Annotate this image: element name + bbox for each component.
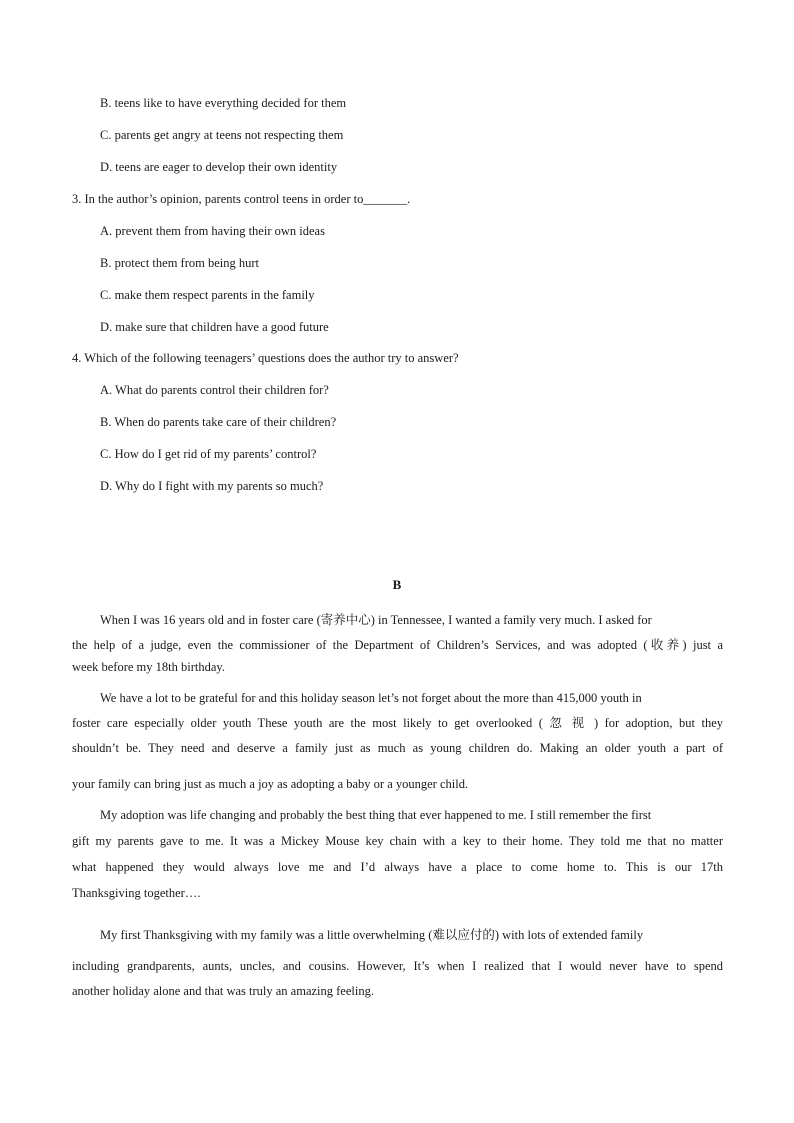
paragraph-1-line-2: the help of a judge, even the commissioner of the Department of Children’s Services, and was adopted (收养) just a [72,638,723,652]
passage-heading: B [392,577,402,592]
q2-option-c: C. parents get angry at teens not respecting them [100,128,344,142]
paragraph-3-line-4: Thanksgiving together…. [72,886,201,900]
q4-option-c: C. How do I get rid of my parents’ control? [100,447,317,461]
q4-option-d: D. Why do I fight with my parents so much? [100,479,324,493]
paragraph-1-line-3: week before my 18th birthday. [72,660,225,674]
q2-option-b: B. teens like to have everything decided for them [100,96,347,110]
paragraph-4-line-1: My first Thanksgiving with my family was a little overwhelming (难以应付的) with lots of extended family [100,928,644,942]
paragraph-4-line-2: including grandparents, aunts, uncles, and cousins. However, It’s when I realized that I would never have to spend [72,959,723,973]
paragraph-3-line-2: gift my parents gave to me. It was a Mickey Mouse key chain with a key to their home. They told me that no matter [72,834,723,848]
q2-option-d: D. teens are eager to develop their own identity [100,160,338,174]
paragraph-3-line-3: what happened they would always love me and I’d always have a place to come home to. This is our 17th [72,860,723,874]
paragraph-4-line-3: another holiday alone and that was truly an amazing feeling. [72,984,374,998]
q3-stem: 3. In the author’s opinion, parents control teens in order to_______. [72,192,411,206]
q3-option-d: D. make sure that children have a good future [100,320,329,334]
q3-option-a: A. prevent them from having their own ideas [100,224,325,238]
paragraph-2-line-4: your family can bring just as much a joy as adopting a baby or a younger child. [72,777,469,791]
paragraph-2-line-1: We have a lot to be grateful for and this holiday season let’s not forget about the more than 415,000 youth in [100,691,642,705]
q4-option-b: B. When do parents take care of their children? [100,415,337,429]
paragraph-2-line-3: shouldn’t be. They need and deserve a family just as much as young children do. Making an older youth a part of [72,741,723,755]
paragraph-1-line-1: When I was 16 years old and in foster care (寄养中心) in Tennessee, I wanted a family very much. I asked for [100,613,652,627]
q3-option-c: C. make them respect parents in the family [100,288,315,302]
paragraph-2-line-2: foster care especially older youth These youth are the most likely to get overlooked ( 忽 视 ) for adoption, but they [72,716,723,730]
q3-option-b: B. protect them from being hurt [100,256,259,270]
q4-stem: 4. Which of the following teenagers’ questions does the author try to answer? [72,351,459,365]
paragraph-3-line-1: My adoption was life changing and probably the best thing that ever happened to me. I still remember the first [100,808,652,822]
q4-option-a: A. What do parents control their children for? [100,383,329,397]
